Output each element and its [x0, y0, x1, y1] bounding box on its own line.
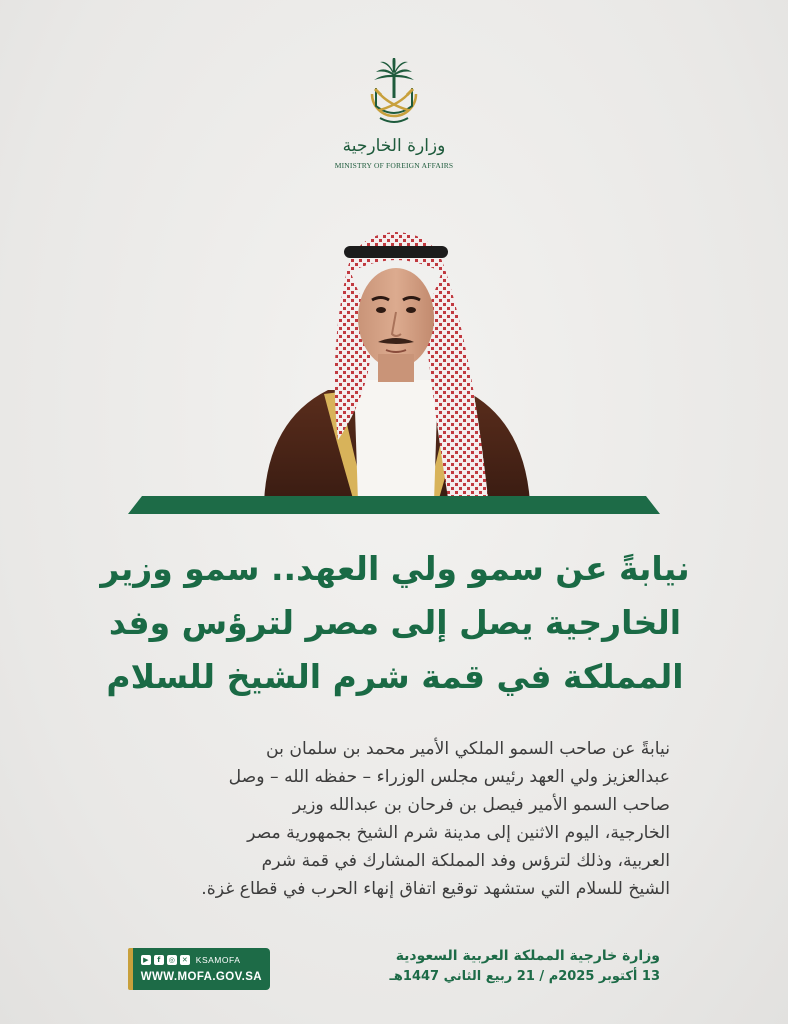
ministry-logo-english: MINISTRY OF FOREIGN AFFAIRS: [334, 161, 454, 170]
palm-swords-emblem-icon: [358, 58, 430, 134]
body-line-4: الخارجية، اليوم الاثنين إلى مدينة شرم الشيخ بجمهورية مصر: [247, 823, 670, 843]
body-line-3: صاحب السمو الأمير فيصل بن فرحان بن عبدالله وزير: [292, 795, 670, 815]
social-handle[interactable]: KSAMOFA: [195, 955, 241, 965]
website-link[interactable]: WWW.MOFA.GOV.SA: [140, 971, 262, 983]
body-line-5: العربية، وذلك لترؤس وفد المملكة المشارك في قمة شرم: [261, 851, 670, 871]
body-line-6: الشيخ للسلام التي ستشهد توقيع اتفاق إنهاء الحرب في قطاع غزة.: [201, 879, 670, 899]
ministry-logo-arabic: وزارة الخارجية: [342, 136, 446, 156]
facebook-icon[interactable]: f: [154, 955, 164, 965]
social-row: [141, 953, 262, 967]
footer-ministry-name: وزارة خارجية المملكة العربية السعودية: [395, 948, 660, 964]
news-body: [118, 735, 670, 903]
ministry-logo: [334, 58, 454, 178]
badge-body: [133, 948, 270, 990]
x-icon[interactable]: ✕: [180, 955, 190, 965]
headline: [100, 542, 690, 704]
headline-line-3: المملكة في قمة شرم الشيخ للسلام: [106, 657, 684, 696]
body-line-2: عبدالعزيز ولي العهد رئيس مجلس الوزراء – حفظه الله – وصل: [228, 767, 670, 787]
youtube-icon[interactable]: ▶: [141, 955, 151, 965]
headline-line-2: الخارجية يصل إلى مصر لترؤس وفد: [108, 603, 682, 642]
instagram-icon[interactable]: ◎: [168, 956, 175, 964]
section-divider: [128, 496, 660, 514]
social-badge[interactable]: [128, 948, 270, 990]
body-line-1: نيابةً عن صاحب السمو الملكي الأمير محمد بن سلمان بن: [266, 739, 670, 759]
footer-date: 13 أكتوبر 2025م / 21 ربيع الثاني 1447هـ: [389, 969, 660, 984]
headline-line-1: نيابةً عن سمو ولي العهد.. سمو وزير: [100, 549, 690, 588]
footer-info: [360, 946, 660, 988]
portrait-photo: [258, 230, 534, 502]
